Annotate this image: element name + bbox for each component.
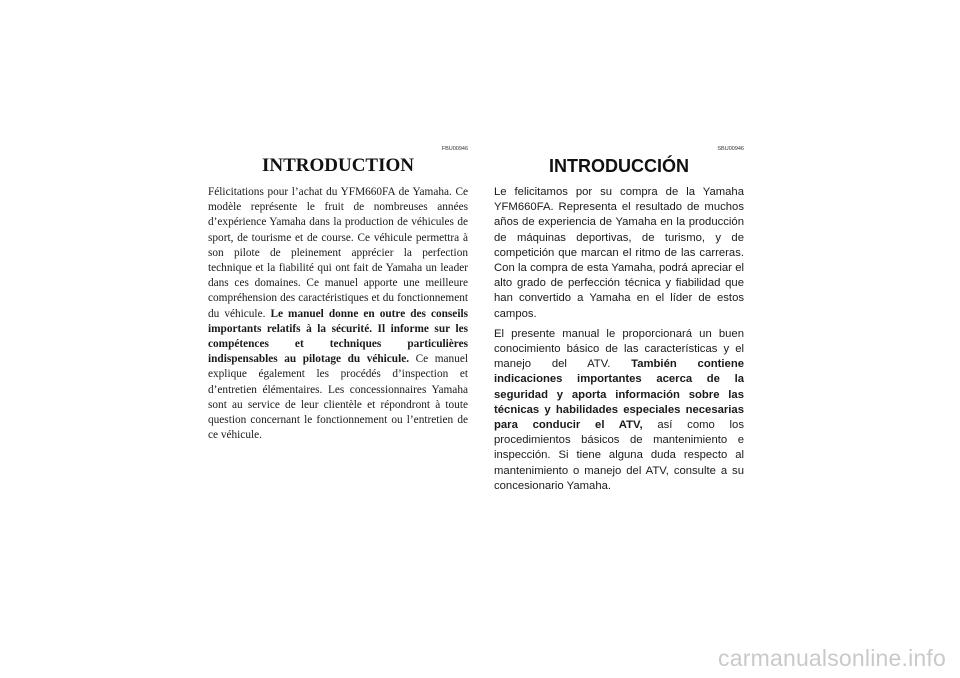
spanish-text-intro: El presente manual le proporcionará un buen conocimiento básico de las características y el manejo del ATV.: [494, 327, 744, 371]
french-text-intro: Félicitations pour l’achat du YFM660FA de Yamaha. Ce modèle représente le fruit de nombreuses années d’expérience Yamaha dans la production de véhicules de sport, de tourisme et de course. Ce véhicule permettra à son pilote de pleinement apprécier la perfection technique et la fiabilité qui ont fait de Yamaha un leader dans ces domaines. Ce manuel apporte une meilleure compréhension des caractéristiques et du fonctionnement du véhicule.: [208, 186, 468, 320]
spanish-paragraph-2: [494, 327, 744, 494]
french-section-code: FBU00946: [441, 146, 468, 152]
spanish-paragraph-1: Le felicitamos por su compra de la Yamaha YFM660FA. Representa el resultado de muchos años de experiencia de Yamaha en la producción de máquinas deportivas, de turismo, y de competición que marcan el ritmo de las carreras. Con la compra de esta Yamaha, podrá apreciar el alto grado de perfección técnica y fiabilidad que han convertido a Yamaha en el líder de estos campos.: [494, 186, 744, 320]
french-column: [208, 146, 468, 443]
french-heading: INTRODUCTION: [261, 155, 415, 176]
french-paragraph: [208, 185, 468, 443]
spanish-text-closing: así como los procedimientos básicos de mantenimiento e inspección. Si tiene alguna duda respecto al mantenimiento o manejo del ATV, consulte a su concesionario Yamaha.: [494, 419, 744, 492]
watermark-text: carmanualsonline.info: [718, 645, 946, 671]
french-text-safety-bold: Le manuel donne en outre des conseils importants relatifs à la sécurité. Il informe sur les compétences et techniques particulières indispensables au pilotage du véhicule.: [208, 307, 468, 366]
french-text-closing: Ce manuel explique également les procédés d’inspection et d’entretien élémentaires. Les concessionnaires Yamaha sont au service de leur clientèle et répondront à toute question concernant le fonctionnement ou l’entretien de ce véhicule.: [208, 353, 468, 442]
spanish-column: [494, 146, 744, 494]
spanish-heading: INTRODUCCIÓN: [549, 156, 689, 176]
spanish-section-code: SBU00946: [717, 146, 744, 152]
spanish-text-safety-bold: También contiene indicaciones importantes acerca de la seguridad y aporta información sobre las técnicas y habilidades especiales necesarias para conducir el ATV,: [494, 358, 745, 432]
